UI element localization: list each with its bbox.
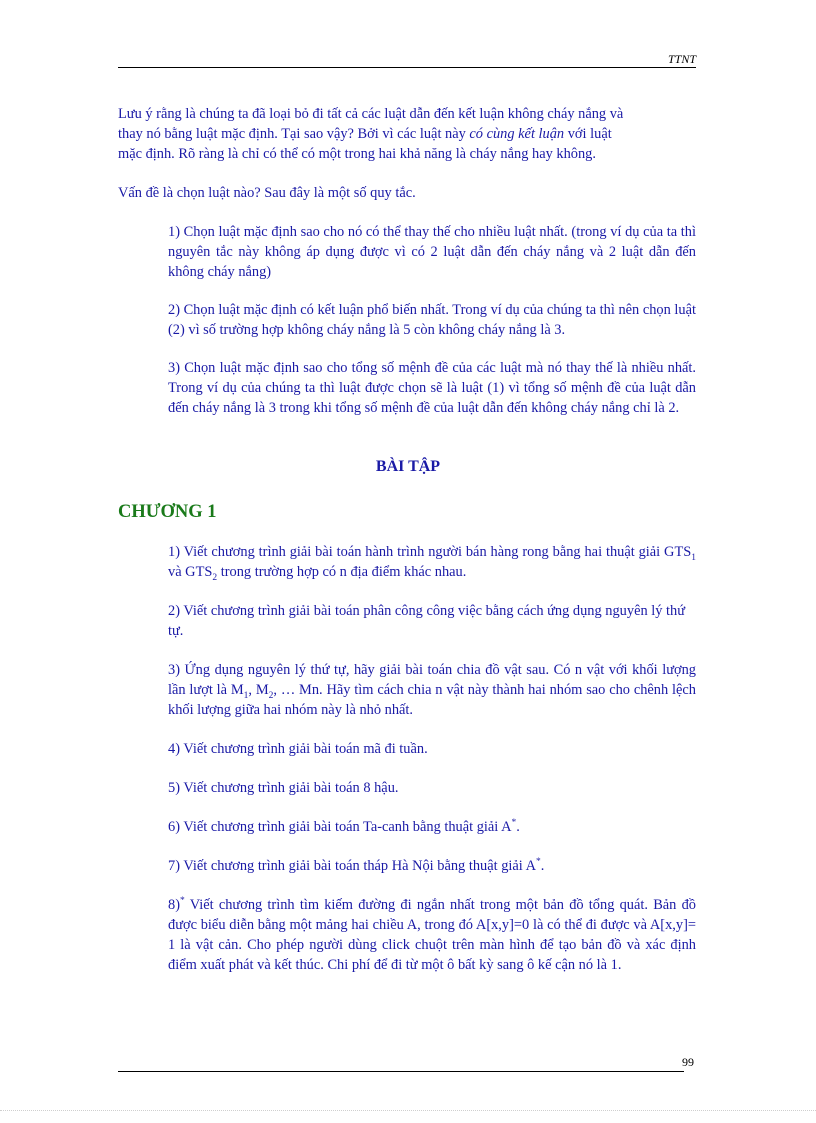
intro-line-3: mặc định. Rõ ràng là chỉ có thể có một trong hai khả năng là cháy nắng hay không. — [118, 146, 596, 162]
exercise-1-text-c: trong trường hợp có n địa điểm khác nhau. — [217, 564, 467, 580]
section-title: BÀI TẬP — [375, 458, 441, 475]
exercise-3-text-c: , … Mn. Hãy tìm cách chia n vật này thành hai nhóm sao cho chênh lệch khối lượng giữa hai nhóm này là nhỏ nhất. — [168, 682, 696, 718]
exercise-8-sup: * — [180, 896, 185, 907]
rule-2: 2) Chọn luật mặc định có kết luận phổ biến nhất. Trong ví dụ của chúng ta thì nên chọn luật (2) vì số trường hợp không cháy nắng là 5 còn không cháy nắng là 3. — [168, 302, 696, 338]
exercise-6-sup: * — [511, 818, 517, 829]
footer-rule — [118, 1071, 684, 1072]
intro-emphasis: có cùng kết luận — [469, 126, 565, 142]
rule-1: 1) Chọn luật mặc định sao cho nó có thể thay thế cho nhiều luật nhất. (trong ví dụ của ta thì nguyên tắc này không áp dụng được vì có 2 luật dẫn đến cháy nắng và 2 luật dẫn đến không cháy nắng) — [168, 224, 696, 280]
header-rule — [118, 67, 696, 68]
exercise-1 — [168, 542, 696, 582]
exercise-1-text-b: và GTS — [168, 564, 213, 580]
exercise-7-text: 7) Viết chương trình giải bài toán tháp Hà Nội bằng thuật giải A — [168, 858, 536, 874]
exercise-1-sub-1: 1 — [691, 552, 696, 563]
chapter-title: CHƯƠNG 1 — [118, 502, 217, 522]
intro-line-1: Lưu ý rằng là chúng ta đã loại bỏ đi tất cả các luật dẫn đến kết luận không cháy nắng và — [118, 106, 624, 122]
exercise-8-text: Viết chương trình tìm kiếm đường đi ngắn nhất trong một bản đồ tổng quát. Bản đồ được biểu diễn bằng một mảng hai chiều A, trong đó A[x,y]=0 là có thể đi được và A[x,y]= 1 là vật cản. Cho phép người dùng click chuột trên màn hình để tạo bản đồ và xác định điểm xuất phát và kết thúc. Chi phí để đi từ một ô bất kỳ sang ô kế cận nó là 1. — [168, 897, 696, 973]
exercise-6-end: . — [516, 819, 520, 835]
exercise-3-text-a: 3) Ứng dụng nguyên lý thứ tự, hãy giải bài toán chia đồ vật sau. Có n vật với khối lượng lần lượt là M — [168, 662, 696, 698]
exercise-8-number: 8) — [168, 897, 180, 913]
exercise-6-text: 6) Viết chương trình giải bài toán Ta-canh bằng thuật giải A — [168, 819, 512, 835]
intro-line-2a: thay nó bằng luật mặc định. Tại sao vậy? Bởi vì các luật này — [118, 126, 470, 142]
paragraph-question: Vấn đề là chọn luật nào? Sau đây là một số quy tắc. — [118, 185, 416, 201]
exercise-7 — [168, 856, 696, 876]
running-header: TTNT — [667, 52, 696, 66]
page-boundary — [0, 1110, 816, 1111]
rule-3: 3) Chọn luật mặc định sao cho tổng số mệnh đề của các luật mà nó thay thế là nhiều nhất. Trong ví dụ của chúng ta thì luật được chọn sẽ là luật (1) vì tổng số mệnh đề của luật dẫn đến cháy nắng là 3 trong khi tổng số mệnh đề của luật dẫn đến không cháy nắng chỉ là 2. — [168, 360, 696, 416]
exercise-2: 2) Viết chương trình giải bài toán phân công công việc bằng cách ứng dụng nguyên lý thứ tự. — [168, 603, 686, 639]
exercise-3-text-b: , M — [248, 682, 269, 698]
exercise-1-text-a: 1) Viết chương trình giải bài toán hành trình người bán hàng rong bằng hai thuật giải GTS — [168, 544, 692, 560]
intro-line-2b: với luật — [564, 126, 612, 142]
exercise-7-end: . — [540, 858, 545, 874]
exercise-1-sub-2: 2 — [212, 572, 218, 583]
exercise-6 — [168, 817, 696, 837]
exercise-4: 4) Viết chương trình giải bài toán mã đi tuần. — [168, 741, 428, 757]
exercise-8 — [168, 895, 696, 975]
exercise-3-sub-1: 1 — [243, 690, 249, 701]
page-number: 99 — [682, 1055, 694, 1069]
exercise-7-sup: * — [535, 857, 541, 868]
paragraph-intro — [118, 104, 698, 164]
exercise-5: 5) Viết chương trình giải bài toán 8 hậu. — [168, 780, 399, 796]
exercise-3-sub-2: 2 — [268, 690, 274, 701]
exercise-3 — [168, 660, 696, 720]
